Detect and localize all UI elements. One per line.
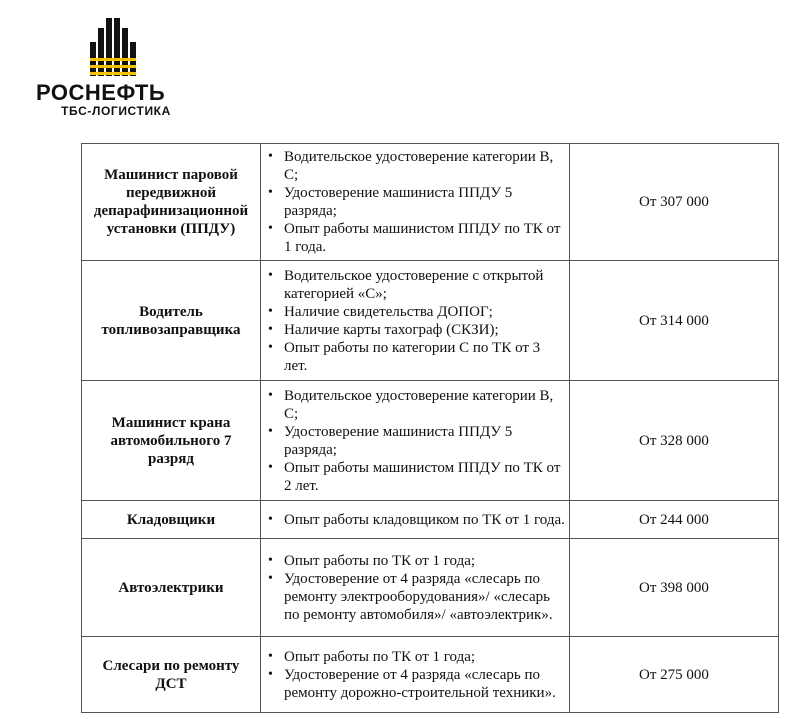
- requirement-item: • Водительское удостоверение категории В, С;: [265, 148, 565, 184]
- table-row: [82, 637, 779, 713]
- requirement-item: • Опыт работы по категории С по ТК от 3 лет.: [265, 339, 565, 375]
- requirements-cell: [261, 261, 570, 381]
- requirements-list: [265, 148, 565, 256]
- position-cell: Водитель топливозаправщика: [82, 261, 261, 381]
- requirements-list: [265, 511, 565, 529]
- salary-cell: От 307 000: [570, 144, 779, 261]
- table-row: [82, 539, 779, 637]
- requirements-list: [265, 387, 565, 495]
- requirement-item: • Удостоверение машиниста ППДУ 5 разряда;: [265, 184, 565, 220]
- salary-cell: От 398 000: [570, 539, 779, 637]
- requirements-list: [265, 648, 565, 702]
- salary-cell: От 314 000: [570, 261, 779, 381]
- company-logo: [36, 12, 196, 117]
- requirement-item: • Водительское удостоверение с открытой категорией «С»;: [265, 267, 565, 303]
- table-row: [82, 501, 779, 539]
- position-cell: Автоэлектрики: [82, 539, 261, 637]
- salary-cell: От 244 000: [570, 501, 779, 539]
- position-cell: Машинист крана автомобильного 7 разряд: [82, 381, 261, 501]
- position-cell: Кладовщики: [82, 501, 261, 539]
- requirement-item: • Наличие карты тахограф (СКЗИ);: [265, 321, 565, 339]
- requirements-cell: [261, 539, 570, 637]
- requirements-cell: [261, 381, 570, 501]
- table-row: [82, 261, 779, 381]
- requirement-item: • Опыт работы по ТК от 1 года;: [265, 552, 565, 570]
- requirement-item: • Опыт работы машинистом ППДУ по ТК от 2 лет.: [265, 459, 565, 495]
- requirement-item: • Удостоверение машиниста ППДУ 5 разряда;: [265, 423, 565, 459]
- vacancies-table: [81, 143, 779, 713]
- requirement-item: • Удостоверение от 4 разряда «слесарь по ремонту дорожно-строительной техники».: [265, 666, 565, 702]
- requirement-item: • Наличие свидетельства ДОПОГ;: [265, 303, 565, 321]
- requirement-item: • Удостоверение от 4 разряда «слесарь по ремонту электрооборудования»/ «слесарь по ремонту автомобиля»/ «автоэлектрик».: [265, 570, 565, 624]
- requirement-item: • Водительское удостоверение категории В, С;: [265, 387, 565, 423]
- requirements-list: [265, 552, 565, 624]
- requirements-cell: [261, 637, 570, 713]
- table-row: [82, 144, 779, 261]
- requirement-item: • Опыт работы кладовщиком по ТК от 1 года.: [265, 511, 565, 529]
- logo-company-name: РОСНЕФТЬ: [36, 80, 166, 105]
- salary-cell: От 328 000: [570, 381, 779, 501]
- requirements-list: [265, 267, 565, 375]
- position-cell: Машинист паровой передвижной депарафинизационной установки (ППДУ): [82, 144, 261, 261]
- requirement-item: • Опыт работы машинистом ППДУ по ТК от 1 года.: [265, 220, 565, 256]
- table-row: [82, 381, 779, 501]
- rosneft-emblem-icon: [88, 12, 138, 76]
- requirements-cell: [261, 501, 570, 539]
- requirements-cell: [261, 144, 570, 261]
- requirement-item: • Опыт работы по ТК от 1 года;: [265, 648, 565, 666]
- logo-subsidiary-name: ТБС-ЛОГИСТИКА: [61, 104, 171, 118]
- salary-cell: От 275 000: [570, 637, 779, 713]
- position-cell: Слесари по ремонту ДСТ: [82, 637, 261, 713]
